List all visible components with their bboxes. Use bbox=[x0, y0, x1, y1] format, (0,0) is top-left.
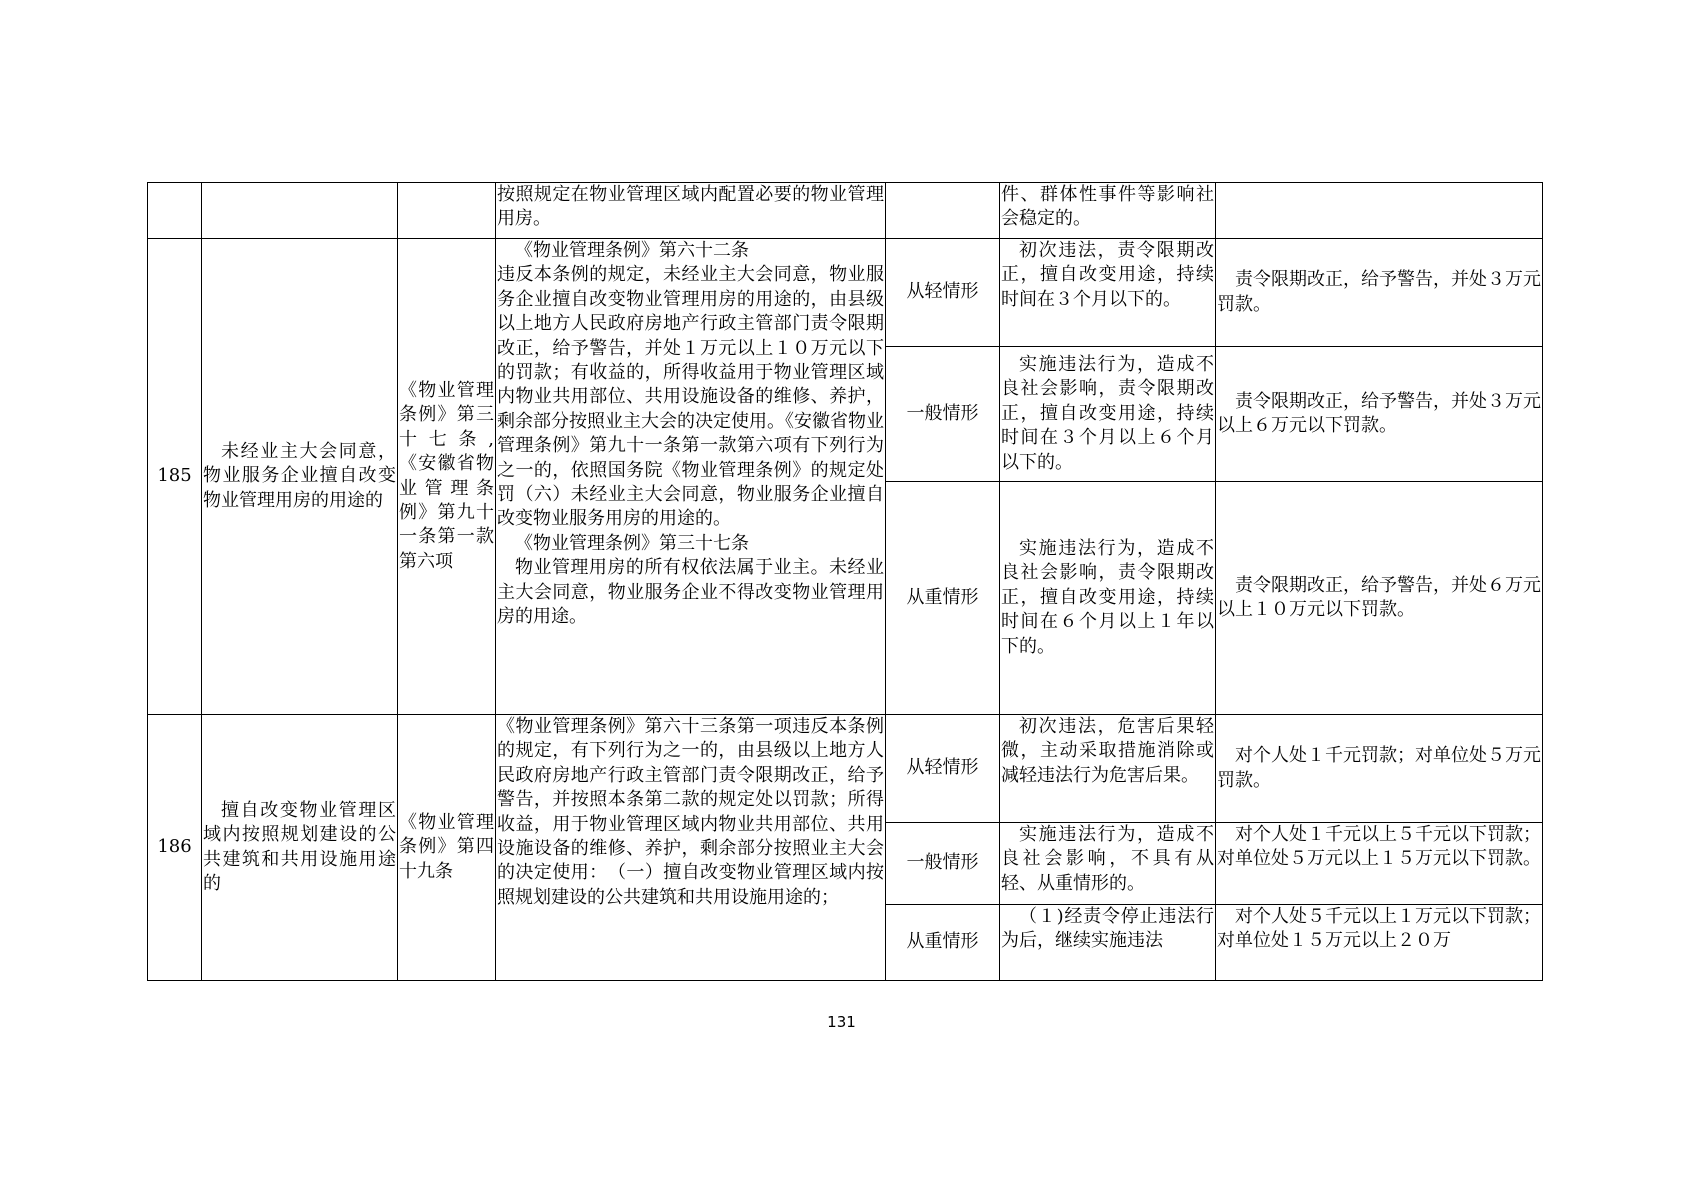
discretion-standard: 实施违法行为，造成不良社会影响，责令限期改正，擅自改变用途，持续时间在６个月以上１年以下的。 bbox=[1000, 482, 1216, 715]
violation-description: 擅自改变物业管理区域内按照规划建设的公共建筑和共用设施用途的 bbox=[202, 715, 398, 981]
provision-paragraph: 《物业管理条例》第三十七条 bbox=[515, 532, 749, 554]
circumstance-label: 一般情形 bbox=[886, 347, 1000, 482]
provision-paragraph: 违反本条例的规定，未经业主大会同意，物业服务企业擅自改变物业管理用房的用途的，由县级以上地方人民政府房地产行政主管部门责令限期改正，给予警告，并处１万元以上１０万元以下的罚款；有收益的，所得收益用于物业管理区域内物业共用部位、共用设施设备的维修、养护，剩余部分按照业主大会的决定使用。《安徽省物业管理条例》第九十一条第一款第六项有下列行为之一的，依照国务院《物业管理条例》的规定处罚（六）未经业主大会同意，物业服务企业擅自改变物业服务用房的用途的。 bbox=[497, 264, 884, 530]
penalty-text: 责令限期改正，给予警告，并处６万元以上１０万元以下罚款。 bbox=[1216, 482, 1543, 715]
penalty-cell bbox=[1216, 183, 1543, 239]
circumstance-label: 从轻情形 bbox=[886, 239, 1000, 347]
penalty-text: 对个人处１千元以上５千元以下罚款；对单位处５万元以上１５万元以下罚款。 bbox=[1216, 823, 1543, 905]
penalty-text: 对个人处１千元罚款；对单位处５万元罚款。 bbox=[1216, 715, 1543, 823]
penalty-standard-table bbox=[147, 182, 1543, 981]
violation-description: 未经业主大会同意，物业服务企业擅自改变物业管理用房的用途的 bbox=[202, 239, 398, 715]
provision-paragraph: 《物业管理条例》第六十二条 bbox=[515, 240, 749, 261]
circumstance-label: 从轻情形 bbox=[886, 715, 1000, 823]
legal-text-cell: 按照规定在物业管理区域内配置必要的物业管理用房。 bbox=[496, 183, 886, 239]
discretion-standard: 初次违法，危害后果轻微，主动采取措施消除或减轻违法行为危害后果。 bbox=[1000, 715, 1216, 823]
provision-paragraph: 物业管理用房的所有权依法属于业主。未经业主大会同意，物业服务企业不得改变物业管理用房的用途。 bbox=[497, 557, 884, 628]
penalty-text: 对个人处５千元以上１万元以下罚款；对单位处１５万元以上２０万 bbox=[1216, 905, 1543, 981]
table-row bbox=[148, 715, 1543, 823]
circumstance-cell bbox=[886, 183, 1000, 239]
legal-basis: 《物业管理条例》第四十九条 bbox=[398, 715, 496, 981]
carry-over-row bbox=[148, 183, 1543, 239]
discretion-standard: （１)经责令停止违法行为后，继续实施违法 bbox=[1000, 905, 1216, 981]
item-number: 185 bbox=[148, 239, 202, 715]
penalty-text: 责令限期改正，给予警告，并处３万元罚款。 bbox=[1216, 239, 1543, 347]
item-number: 186 bbox=[148, 715, 202, 981]
no-cell bbox=[148, 183, 202, 239]
legal-provision-text bbox=[496, 239, 886, 715]
page-number: 131 bbox=[827, 1013, 856, 1031]
basis-cell bbox=[398, 183, 496, 239]
discretion-standard: 实施违法行为，造成不良社会影响，不具有从轻、从重情形的。 bbox=[1000, 823, 1216, 905]
circumstance-label: 一般情形 bbox=[886, 823, 1000, 905]
table-row bbox=[148, 239, 1543, 347]
standard-cell: 件、群体性事件等影响社会稳定的。 bbox=[1000, 183, 1216, 239]
legal-basis: 《物业管理条例》第三十七条,《安徽省物业管理条例》第九十一条第一款第六项 bbox=[398, 239, 496, 715]
discretion-standard: 初次违法，责令限期改正，擅自改变用途，持续时间在３个月以下的。 bbox=[1000, 239, 1216, 347]
legal-provision-text: 《物业管理条例》第六十三条第一项违反本条例的规定，有下列行为之一的，由县级以上地方人民政府房地产行政主管部门责令限期改正，给予警告，并按照本条第二款的规定处以罚款；所得收益，用于物业管理区域内物业共用部位、共用设施设备的维修、养护，剩余部分按照业主大会的决定使用： （一）擅自改变物业管理区域内按照规划建设的公共建筑和共用设施用途的； bbox=[496, 715, 886, 981]
circumstance-label: 从重情形 bbox=[886, 482, 1000, 715]
violation-cell bbox=[202, 183, 398, 239]
discretion-standard: 实施违法行为，造成不良社会影响，责令限期改正，擅自改变用途，持续时间在３个月以上６个月以下的。 bbox=[1000, 347, 1216, 482]
circumstance-label: 从重情形 bbox=[886, 905, 1000, 981]
penalty-text: 责令限期改正，给予警告，并处３万元以上６万元以下罚款。 bbox=[1216, 347, 1543, 482]
